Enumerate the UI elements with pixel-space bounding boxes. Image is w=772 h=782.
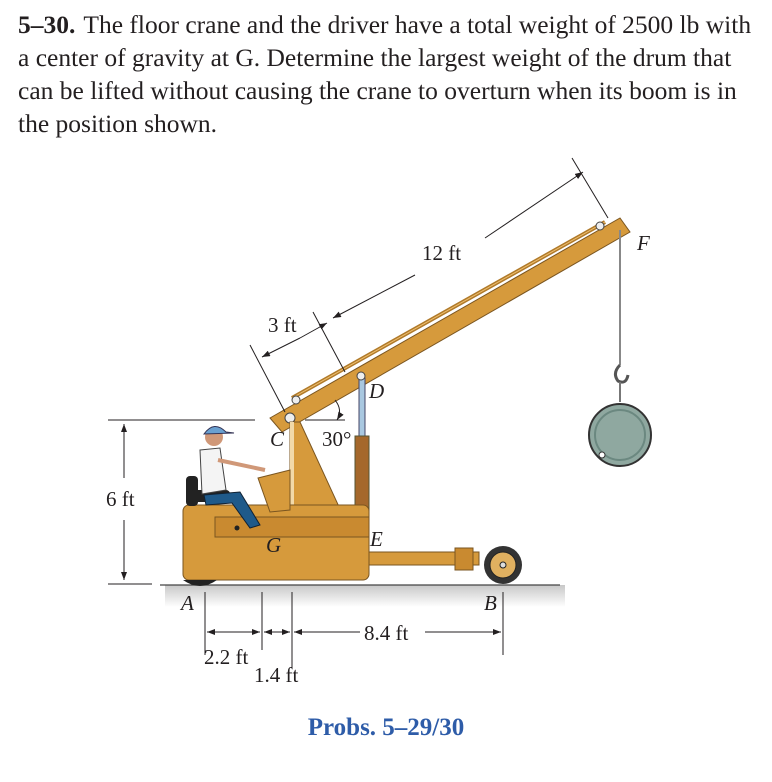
dim-height: 6 ft — [106, 487, 135, 511]
dim-boom-length: 12 ft — [422, 241, 462, 265]
drum — [589, 404, 651, 466]
cylinder-rod — [359, 378, 365, 440]
dim-boom-offset: 3 ft — [268, 313, 297, 337]
label-c: C — [270, 427, 285, 451]
label-g: G — [266, 533, 282, 557]
label-d: D — [369, 379, 385, 403]
dim-a-to-g: 2.2 ft — [204, 645, 249, 669]
wheel-b — [484, 546, 522, 584]
dim-c-to-b: 8.4 ft — [364, 621, 409, 645]
label-a: A — [181, 591, 194, 615]
label-b: B — [484, 591, 497, 615]
label-f: F — [637, 231, 650, 255]
problem-text: The floor crane and the driver have a total weight of 2500 lb with a center of gravity at G. Determine the largest weight of the drum that can be lifted without causing the crane to overturn when its boom is in the position shown. — [18, 10, 752, 138]
problem-number: 5–30. — [18, 10, 76, 39]
dim-g-to-c: 1.4 ft — [254, 663, 299, 687]
label-e: E — [370, 527, 383, 551]
dim-angle: 30° — [322, 427, 352, 451]
figure-caption: Probs. 5–29/30 — [307, 714, 465, 741]
hook-icon — [615, 365, 628, 382]
ground-shadow — [165, 585, 565, 607]
